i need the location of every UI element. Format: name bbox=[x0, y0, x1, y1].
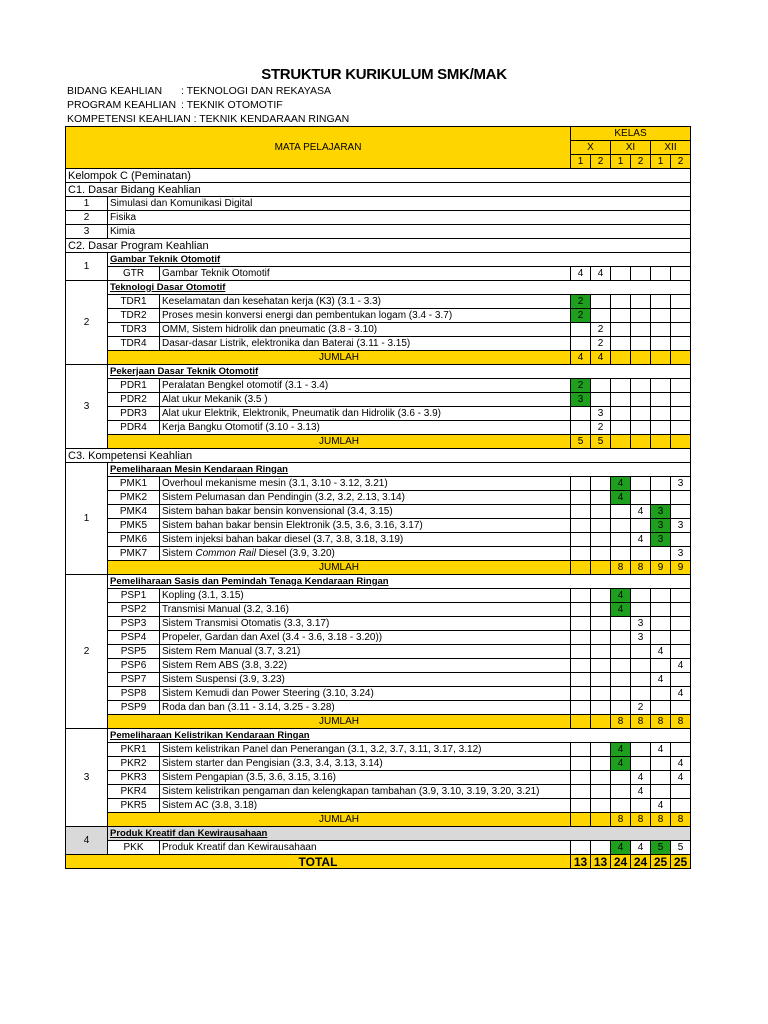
table-row: 2 Fisika bbox=[66, 211, 691, 225]
table-row: PMK6 Sistem injeksi bahan bakar diesel (3.7, 3.8, 3.18, 3.19) 4 3 bbox=[66, 533, 691, 547]
c2-heading: C2. Dasar Program Keahlian bbox=[66, 239, 691, 253]
table-row: PKR4 Sistem kelistrikan pengaman dan kelengkapan tambahan (3.9, 3.10, 3.19, 3.20, 3.21) 4 bbox=[66, 785, 691, 799]
group-number: 3 bbox=[66, 365, 108, 449]
table-row: PKR1 Sistem kelistrikan Panel dan Penerangan (3.1, 3.2, 3.7, 3.11, 3.17, 3.12) 4 4 bbox=[66, 743, 691, 757]
header-sem: 2 bbox=[631, 155, 651, 169]
group-heading: Pemeliharaan Kelistrikan Kendaraan Ringan bbox=[108, 729, 691, 743]
group-number: 2 bbox=[66, 575, 108, 729]
curriculum-table bbox=[65, 126, 691, 869]
table-row: TDR3 OMM, Sistem hidrolik dan pneumatic (3.8 - 3.10) 2 bbox=[66, 323, 691, 337]
header-sem: 2 bbox=[671, 155, 691, 169]
group-number: 1 bbox=[66, 463, 108, 575]
table-row: PSP3 Sistem Transmisi Otomatis (3.3, 3.17) 3 bbox=[66, 617, 691, 631]
header-mata-pelajaran: MATA PELAJARAN bbox=[66, 127, 571, 169]
table-row: PDR3 Alat ukur Elektrik, Elektronik, Pneumatik dan Hidrolik (3.6 - 3.9) 3 bbox=[66, 407, 691, 421]
table-row: TDR2 Proses mesin konversi energi dan pembentukan logam (3.4 - 3.7) 2 bbox=[66, 309, 691, 323]
table-row: PKR5 Sistem AC (3.8, 3.18) 4 bbox=[66, 799, 691, 813]
table-row: PKR2 Sistem starter dan Pengisian (3.3, 3.4, 3.13, 3.14) 4 4 bbox=[66, 757, 691, 771]
table-row: PMK2 Sistem Pelumasan dan Pendingin (3.2, 3.2, 2.13, 3.14) 4 bbox=[66, 491, 691, 505]
table-row: PKK Produk Kreatif dan Kewirausahaan 4 4 5 5 bbox=[66, 841, 691, 855]
meta-bidang: BIDANG KEAHLIAN : TEKNOLOGI DAN REKAYASA bbox=[67, 85, 331, 97]
group-heading: Pemeliharaan Mesin Kendaraan Ringan bbox=[108, 463, 691, 477]
table-row: PSP1 Kopling (3.1, 3.15) 4 bbox=[66, 589, 691, 603]
table-row: PKR3 Sistem Pengapian (3.5, 3.6, 3.15, 3.16) 4 4 bbox=[66, 771, 691, 785]
c3-heading: C3. Kompetensi Keahlian bbox=[66, 449, 691, 463]
group-number: 4 bbox=[66, 827, 108, 855]
jumlah-row: JUMLAH 8 8 9 9 bbox=[66, 561, 691, 575]
kelompok-c-heading: Kelompok C (Peminatan) bbox=[66, 169, 691, 183]
header-kelas: KELAS bbox=[571, 127, 691, 141]
table-row: PDR1 Peralatan Bengkel otomotif (3.1 - 3.4) 2 bbox=[66, 379, 691, 393]
table-row: PMK4 Sistem bahan bakar bensin konvensional (3.4, 3.15) 4 3 bbox=[66, 505, 691, 519]
table-row: PSP4 Propeler, Gardan dan Axel (3.4 - 3.6, 3.18 - 3.20)) 3 bbox=[66, 631, 691, 645]
group-heading: Produk Kreatif dan Kewirausahaan bbox=[108, 827, 691, 841]
jumlah-row: JUMLAH 8 8 8 8 bbox=[66, 813, 691, 827]
table-row: PDR4 Kerja Bangku Otomotif (3.10 - 3.13) 2 bbox=[66, 421, 691, 435]
header-x: X bbox=[571, 141, 611, 155]
group-number: 3 bbox=[66, 729, 108, 827]
group-heading: Gambar Teknik Otomotif bbox=[108, 253, 691, 267]
table-row: PMK5 Sistem bahan bakar bensin Elektronik (3.5, 3.6, 3.16, 3.17) 3 3 bbox=[66, 519, 691, 533]
table-row: 3 Kimia bbox=[66, 225, 691, 239]
jumlah-row: JUMLAH 8 8 8 8 bbox=[66, 715, 691, 729]
jumlah-row: JUMLAH 4 4 bbox=[66, 351, 691, 365]
group-number: 2 bbox=[66, 281, 108, 365]
table-row: PMK7 Sistem Common Rail Diesel (3.9, 3.20) 3 bbox=[66, 547, 691, 561]
c1-heading: C1. Dasar Bidang Keahlian bbox=[66, 183, 691, 197]
header-sem: 1 bbox=[571, 155, 591, 169]
table-row: GTR Gambar Teknik Otomotif 4 4 bbox=[66, 267, 691, 281]
table-row: PSP8 Sistem Kemudi dan Power Steering (3.10, 3.24) 4 bbox=[66, 687, 691, 701]
total-label: TOTAL bbox=[66, 855, 571, 869]
table-row: PSP6 Sistem Rem ABS (3.8, 3.22) 4 bbox=[66, 659, 691, 673]
header-sem: 2 bbox=[591, 155, 611, 169]
header-xi: XI bbox=[611, 141, 651, 155]
table-row: PSP5 Sistem Rem Manual (3.7, 3.21) 4 bbox=[66, 645, 691, 659]
group-heading: Teknologi Dasar Otomotif bbox=[108, 281, 691, 295]
header-sem: 1 bbox=[651, 155, 671, 169]
table-row: PSP2 Transmisi Manual (3.2, 3.16) 4 bbox=[66, 603, 691, 617]
table-row: TDR1 Keselamatan dan kesehatan kerja (K3) (3.1 - 3.3) 2 bbox=[66, 295, 691, 309]
table-row: PDR2 Alat ukur Mekanik (3.5 ) 3 bbox=[66, 393, 691, 407]
group-number: 1 bbox=[66, 253, 108, 281]
jumlah-row: JUMLAH 5 5 bbox=[66, 435, 691, 449]
meta-program: PROGRAM KEAHLIAN : TEKNIK OTOMOTIF bbox=[67, 99, 283, 111]
table-row: PSP7 Sistem Suspensi (3.9, 3.23) 4 bbox=[66, 673, 691, 687]
table-row: TDR4 Dasar-dasar Listrik, elektronika dan Baterai (3.11 - 3.15) 2 bbox=[66, 337, 691, 351]
table-row: PSP9 Roda dan ban (3.11 - 3.14, 3.25 - 3.28) 2 bbox=[66, 701, 691, 715]
group-heading: Pekerjaan Dasar Teknik Otomotif bbox=[108, 365, 691, 379]
table-row: PMK1 Overhoul mekanisme mesin (3.1, 3.10 - 3.12, 3.21) 4 3 bbox=[66, 477, 691, 491]
page-title: STRUKTUR KURIKULUM SMK/MAK bbox=[261, 66, 507, 83]
group-heading: Pemeliharaan Sasis dan Pemindah Tenaga Kendaraan Ringan bbox=[108, 575, 691, 589]
meta-kompetensi: KOMPETENSI KEAHLIAN : TEKNIK KENDARAAN RINGAN bbox=[67, 113, 350, 125]
header-xii: XII bbox=[651, 141, 691, 155]
total-row: TOTAL 13 13 24 24 25 25 bbox=[66, 855, 691, 869]
table-row: 1 Simulasi dan Komunikasi Digital bbox=[66, 197, 691, 211]
header-sem: 1 bbox=[611, 155, 631, 169]
